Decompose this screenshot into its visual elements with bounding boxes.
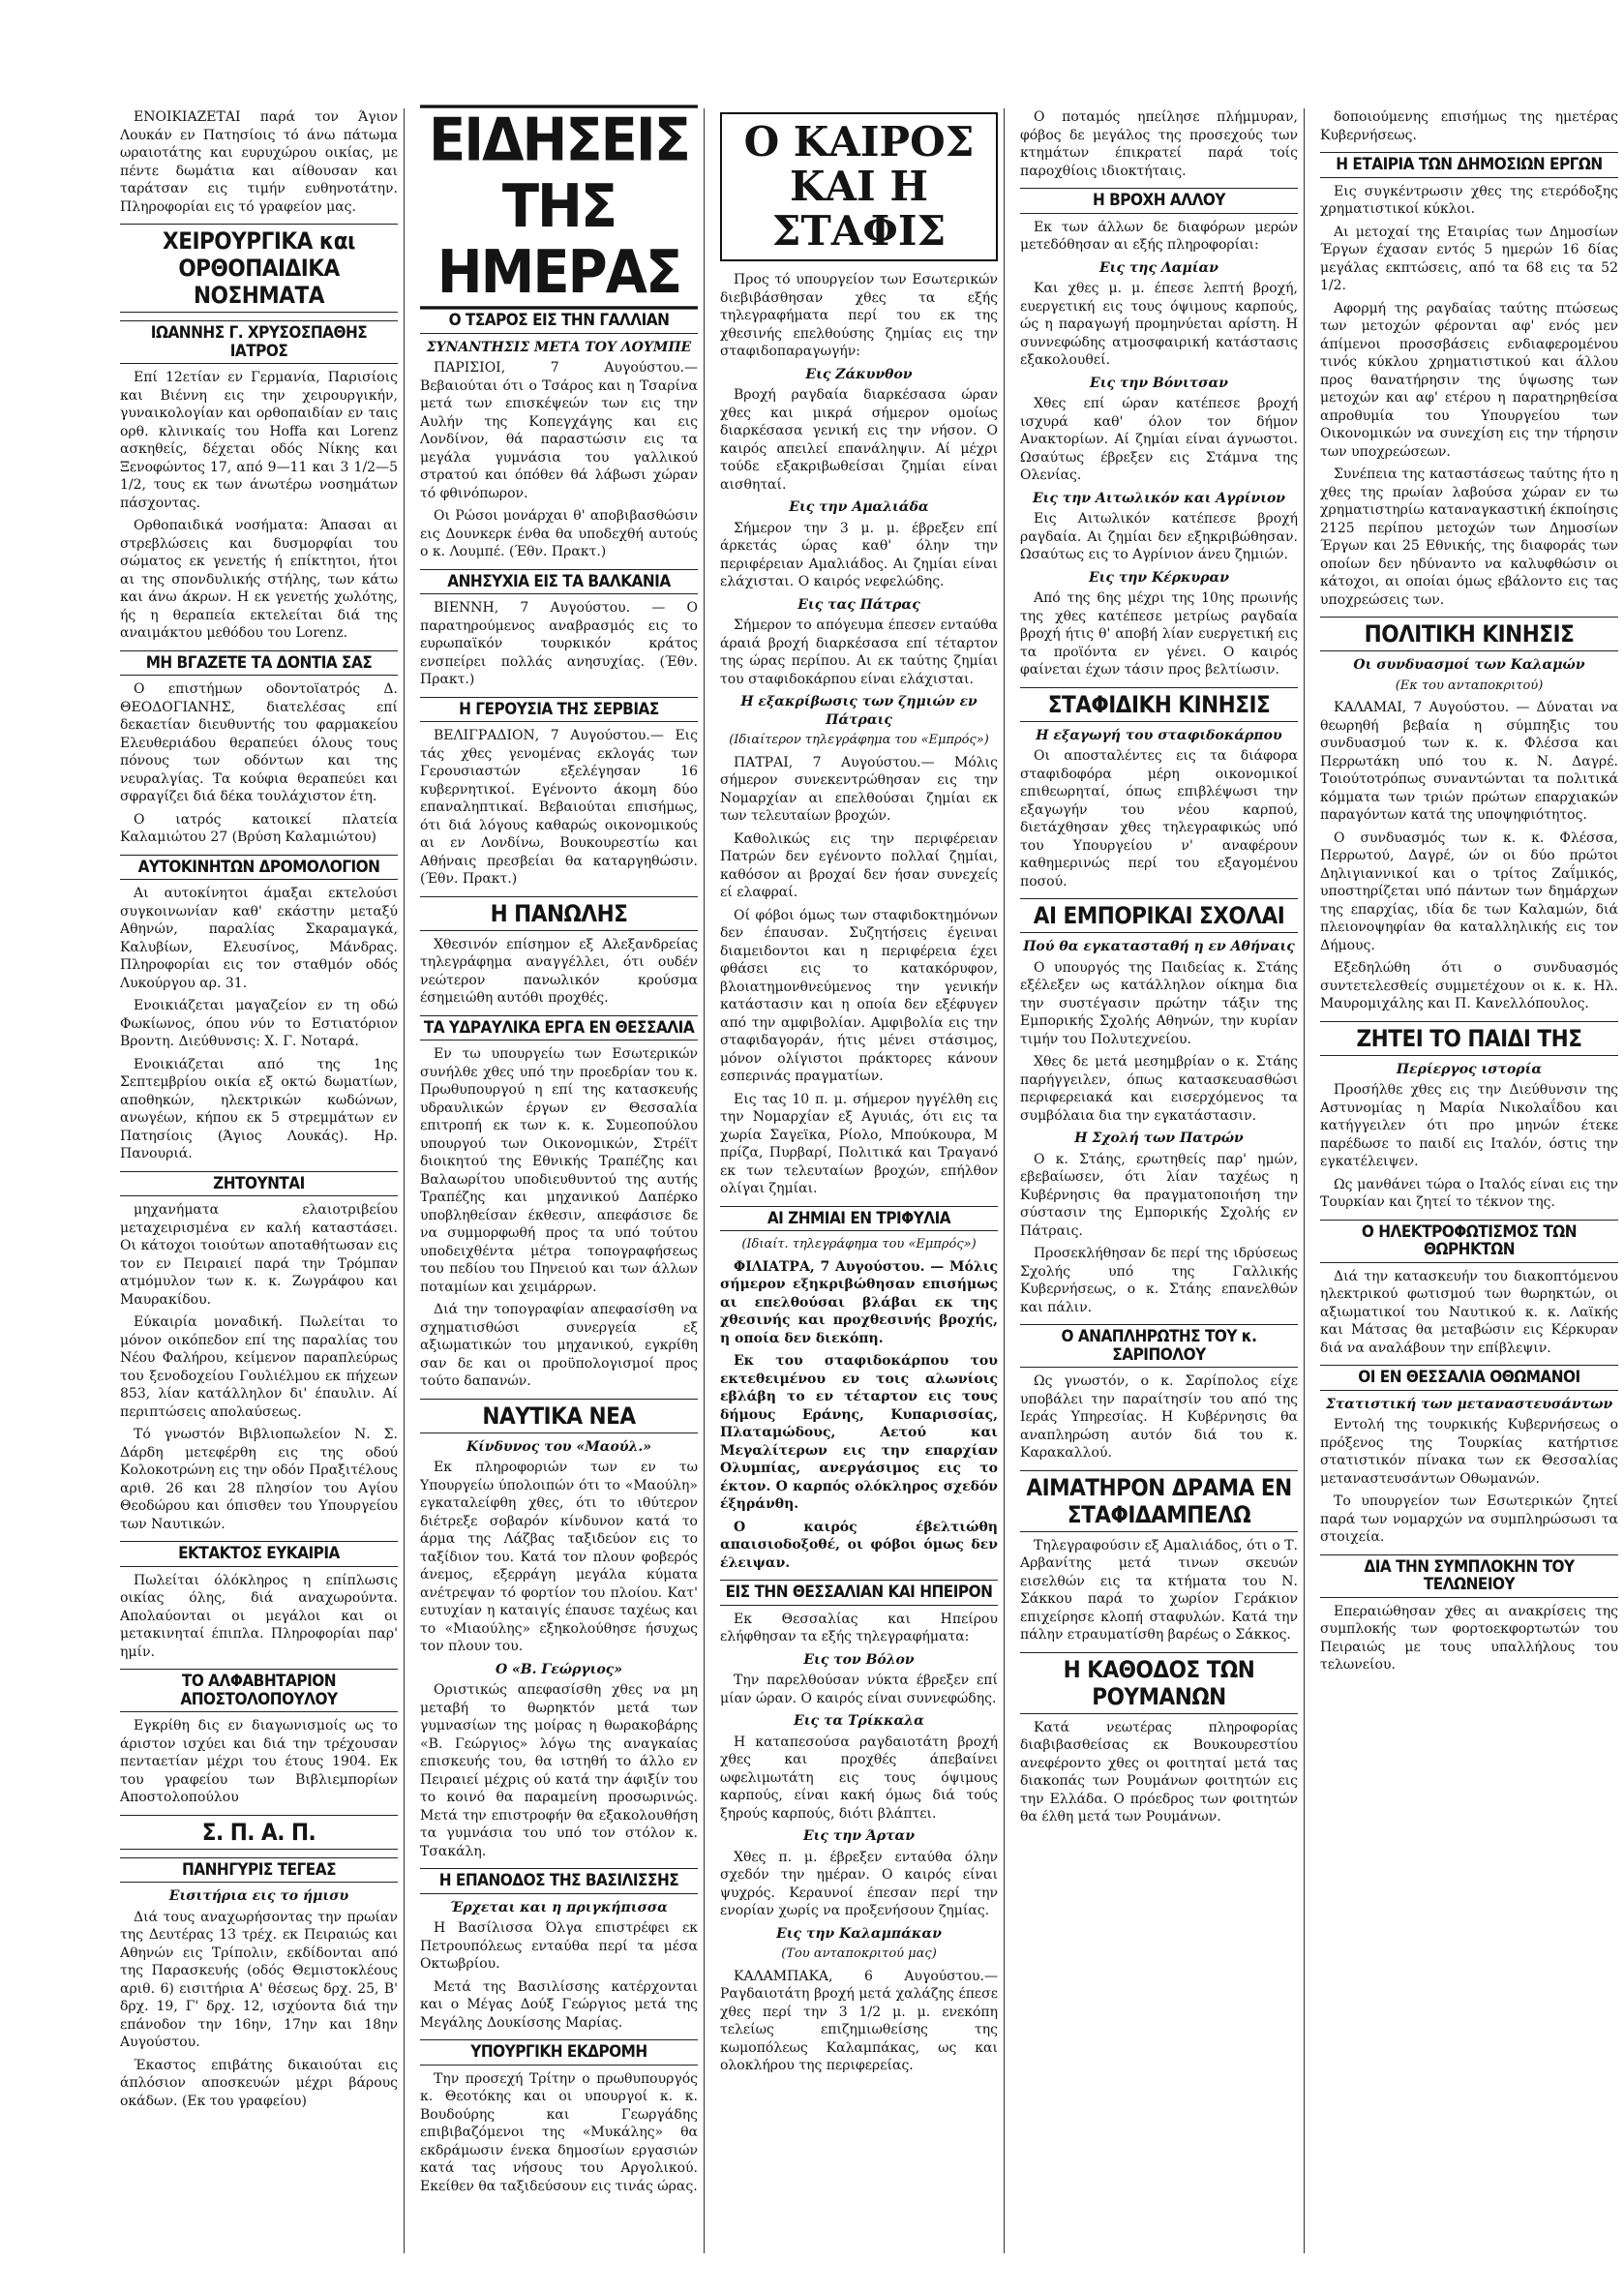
sub-patras: Εις τας Πάτρας [797, 596, 920, 613]
heading-customs: ΔΙΑ ΤΗΝ ΣΥΜΠΛΟΚΗΝ ΤΟΥ ΤΕΛΩΝΕΙΟΥ [1320, 1554, 1618, 1598]
school-text-2: Χθες δε μετά μεσημβρίαν ο κ. Στάης παρήγγειλεν, όπως κατασκευασθώσι περιφερειακά και εισερχόμενος τα συμβόλαια δια την εγκατάστασιν. [1020, 1054, 1298, 1124]
kalamai-text: ΚΑΛΑΜΑΙ, 7 Αυγούστου. — Δύναται να θεωρηθή βεβαία η σύμπηξις του συνδυασμού των κ. κ. Φλέσσα και Περρωτάκη υπό του κ. Ν. Δαγρέ. Τοιούτοτρόπως συναντώνται τα πολιτικά κόμματα των τριών πρώτων επαρχιακών παραγόντων κατά της υποψηφιότητος. [1320, 700, 1618, 823]
hydraulic-text-2: Διά την τοπογραφίαν απεφασίσθη να σχηματισθώσι συνεργεία εξ αξιωματικών του μηχανικού, εγκρίθη σαν δε και οι προϋπολογισμοί προς τούτο δαπανών. [420, 1302, 698, 1389]
weather-intro: Προς τό υπουργείον των Εσωτερικών διεβιβάσθησαν χθες τα εξής τηλεγραφήματα περί του εκ της χθεσινής επελθούσης ζημίας εις την σταφιδοπαραγωγήν: [720, 272, 998, 359]
patras-damages-2: Καθολικώς εις την περιφέρειαν Πατρών δεν εγένοντο πολλαί ζημίαι, καθόσον αι βροχαί δεν ήσαν συνεχείς εί ελαφραί. [720, 830, 998, 900]
sub-miaoulis: Κίνδυνος του «Μαούλ.» [466, 1438, 652, 1455]
zakynthos-text: Βροχή ραγδαία διαρκέσασα ώραν χθες και μικρά σήμερον ομοίως διαρκέσασα γενική εις την νήσον. Ο καιρός απειλεί επανάληψιν. Αί μέχρι τούδε εξακριβωθείσαι ζημίαι είναι αισθηταί. [720, 387, 998, 493]
bookstore-text: Τό γνωστόν Βιβλιοπωλείον Ν. Σ. Δάρδη μετεφέρθη εις της οδού Κολοκοτρώνη εις την οδόν Πραξιτέλους αριθ. 26 και 28 πλησίον του Αγίου Θεοδώρου και όπισθεν του Υπουργείου των Ναυτικών. [120, 1427, 398, 1532]
heading-extraordinary: ΕΚΤΑΚΤΟΣ ΕΥΚΑΙΡΙΑ [120, 1541, 398, 1567]
column-2 [414, 108, 705, 2253]
heading-political: ΠΟΛΙΤΙΚΗ ΚΙΝΗΣΙΣ [1320, 617, 1618, 651]
heading-replacement: Ο ΑΝΑΠΛΗΡΩΤΗΣ ΤΟΥ κ. ΣΑΡΙΠΟΛΟΥ [1020, 1324, 1298, 1368]
heading-thessaly-epirus: ΕΙΣ ΤΗΝ ΘΕΣΣΑΛΙΑΝ ΚΑΙ ΗΠΕΙΡΟΝ [720, 1580, 998, 1606]
auto-text: Αι αυτοκίνητοι άμαξαι εκτελούσι συγκοινωνίαν καθ' εκάστην μεταξύ Αθηνών, παραλίας Σκαραμαγκά, Καλυβίων, Ελευσίνος, Μάνδρας. Πληροφορίαι εις τον σταθμόν οδός Λυκούργου αρ. 31. [120, 886, 398, 991]
ministerial-text: Την προσεχή Τρίτην ο πρωθυπουργός κ. Θεοτόκης και οι υπουργοί κ. κ. Βουδούρης και Γεωργάδης επιβιβαζόμενοι της «Μυκάλης» θα εκδράμωσιν ένεκα δημοσίων εργασιών κατά τας νήσους του Αργολικού. Εκείθεν θα ταξιδεύσουν εις τινάς ώρας. [420, 2070, 698, 2194]
telegram-note-2: (Ιδιαίτ. τηλεγράφημα του «Εμπρός») [741, 1237, 977, 1252]
sub-trikala: Εις τα Τρίκκαλα [794, 1713, 924, 1729]
sub-athens-school: Πού θα εγκατασταθή η εν Αθήναις [1023, 939, 1295, 954]
patras-damages-4: Εις τας 10 π. μ. σήμερον ηγγέλθη εις την Νομαρχίαν εξ Αγυιάς, ότι εις τα χωρία Σαγεϊκα, Ρίολο, Μπούκουρα, Μ πρίζα, Πυρβαρί, Πολιτικά και Τραγανό εκ των τελευταίων βροχών, επήλθον ολίγαι ζημίαι. [720, 1091, 998, 1196]
export-text: Οι αποσταλέντες εις τα διάφορα σταφιδοφόρα μέρη οικονομικοί επιθεωρηταί, όπως επιβλέψωσι την εξαγωγήν του νέου καρπού, διετάχθησαν χθες τηλεγραφικώς υπό του Υπουργείου ν' αναφέρουν καθημερινώς περί του εξαγομένου ποσού. [1020, 748, 1298, 890]
sub-aitoliko: Εις την Αιτωλικόν και Αγρίνιον [1032, 490, 1286, 506]
river-text: Ο ποταμός ηπείλησε πλήμμυραν, φόβος δε μεγάλος της προσεχούς των κτημάτων έπικρατεί παρά τοίς παροχθίοις ιδιοκτήταις. [1020, 109, 1298, 179]
patras-school-text: Ο κ. Στάης, ερωτηθείς παρ' ημών, εβεβαίωσεν, ότι λίαν ταχέως η Κυβέρνησις θα πραγματοποιήση την σύστασιν της Εμπορικής Σχολής εν Πάτραις. [1020, 1151, 1298, 1239]
heading-tegea: ΠΑΝΗΓΥΡΙΣ ΤΕΓΕΑΣ [120, 1857, 398, 1884]
romanians-text: Κατά νεωτέρας πληροφορίας διαβιβασθείσας εκ Βουκουρεστίου ανεφέροντο χθες οι φοιτηταί μετά τας διακοπάς των Ρουμάνων φοιτητών εις την Ελλάδα. Ο πρόεδρος των φοιτητών θα έλθη μετά των Ρουμάνων. [1020, 1719, 1298, 1825]
heading-commercial-schools: ΑΙ ΕΜΠΟΡΙΚΑΙ ΣΧΟΛΑΙ [1020, 898, 1298, 933]
heading-hydraulic: ΤΑ ΥΔΡΑΥΛΙΚΑ ΕΡΓΑ ΕΝ ΘΕΣΣΑΛΙΑ [420, 1015, 698, 1041]
sub-arta: Εις την Άρταν [802, 1828, 916, 1844]
heading-ottomans: ΟΙ ΕΝ ΘΕΣΣΑΛΙΑ ΟΘΩΜΑΝΟΙ [1320, 1365, 1618, 1391]
heading-plague: Η ΠΑΝΩΛΗΣ [420, 896, 698, 931]
sub-patras-school: Η Σχολή των Πατρών [1074, 1131, 1244, 1146]
electric-text: Διά την κατασκευήν του διακοπτόμενου ηλεκτρικού φωτισμού των θωρηκτών, οι αξιωματικοί του Ναυτικού κ. κ. Λαϊκής και Μάτσας θα μεταβώσιν εις Κέρκυραν διά να αναλάβουν την επίβλεψιν. [1320, 1268, 1618, 1356]
heading-ministerial: ΥΠΟΥΡΓΙΚΗ ΕΚΔΡΟΜΗ [420, 2039, 698, 2066]
works-text-2: Αι μετοχαί της Εταιρίας των Δημοσίων Έργων έχασαν εντός 5 ημερών 16 δίας μεγάλας εκπτώσεις, από τα 68 εις τα 52 1/2. [1320, 224, 1618, 293]
volos-text: Την παρελθούσαν νύκτα έβρεξεν επί μίαν ώραν. Ο καιρός είναι συννεφώδης. [720, 1673, 998, 1706]
plague-text: Χθεσινόν επίσημον εξ Αλεξανδρείας τηλεγράφημα αναγγέλλει, ότι ουδέν νεώτερον πανωλικόν κρούσμα έσημειώθη αυτόθι προχθές. [420, 936, 698, 1006]
ad-rent: ΕΝΟΙΚΙΑΖΕΤΑΙ παρά τον Άγιον Λουκάν εν Πατησίοις τό άνω πάτωμα ωραιοτάτης και ευρυχώρου οικίας, με πέντε δωμάτια και αίθουσαν και ταράτσαν εις τιμήν ευθηνοτάτην. Πληροφορίαι εις τό γραφείον μας. [120, 109, 398, 215]
thessaly-intro: Εκ Θεσσαλίας και Ηπείρου ελήφθησαν τα εξής τηλεγραφήματα: [720, 1611, 998, 1644]
hydraulic-text: Εν τω υπουργείω των Εσωτερικών συνήλθε χθες υπό την προεδρίαν του κ. Πρωθυπουργού η επί της κατασκευής υδραυλικών έργων εν Θεσσαλία επιτροπή εκ των κ. κ. Συμεοπούλου υπουργού των Οικονομικών, Στρέϊτ διοικητού της Εθνικής Τραπέζης και Βαλαωρίτου υποδιευθυντού της αυτής Τραπέζης και μηχανικού Δαπέρκο υποβληθείσαν έκθεσιν, απεφάσισε δε να συμμορφωθή προς τα υπό τούτου υποδειχθέντα μέτρα τοπογραφήσεως του πεδίου του Πηνειού και των άλλων ποταμίων και χειμάρρων. [420, 1046, 698, 1295]
heading-alphabet: ΤΟ ΑΛΦΑΒΗΤΑΡΙΟΝ ΑΠΟΣΤΟΛΟΠΟΥΛΟΥ [120, 1669, 398, 1712]
column-4 [1014, 108, 1305, 2253]
ottomans-text: Εντολή της τουρκικής Κυβερνήσεως ο πρόξενος της Τουρκίας κατήρτισε στατιστικόν πίνακα των εκ Θεσσαλίας μεταναστευσάντων Οθωμανών. [1320, 1417, 1618, 1487]
heading-doctor: ΙΩΑΝΝΗΣ Γ. ΧΡΥΣΟΣΠΑΘΗΣ ΙΑΤΡΟΣ [120, 320, 398, 364]
luggage-text: Έκαστος επιβάτης δικαιούται εις άπλόσιον αποσκευών μέχρι βάρους οκάδων. (Εκ του γραφείου) [120, 2057, 398, 2109]
dentist-text: Ο επιστήμων οδοντοϊατρός Δ. ΘΕΟΔΟΓΙΑΝΗΣ, διατελέσας επί δεκαετίαν διευθυντής του φαρμακείου Ελευθεριάδου θεραπεύει όλους τους πόνους των οδόντων και της νευραλγίας. Τα κούφια θεραπεύει και σφραγίζει διά δέκα τουλάχιστον έτη. [120, 681, 398, 804]
works-text-4: Συνέπεια της καταστάσεως ταύτης ήτο η χθες της πρωίαν λαβούσα χώραν εν τω χρηματιστηρίω καταναγκαστική έκποίησις 2125 περίπου μετοχών των Δημοσίων Έργων και 25 Εθνικής, της διαφοράς των οποίων δεν ηδύναντο να καλυφθώσιν οι κάτοχοι, αι οποίαι όμως εβάλοντο εις τας υποχρεώσεις των. [1320, 467, 1618, 608]
sub-kalamai: Οι συνδυασμοί των Καλαμών [1353, 657, 1585, 673]
banner-title: ΕΙΔΗΣΕΙΣ ΤΗΣ ΗΜΕΡΑΣ [420, 105, 698, 309]
miaoulis-text: Εκ πληροφοριών των εν τω Υπουργείω ύπολοιπών ότι το «Μαούλη» εγκαταλείφθη χθες, ότι το ιθύτερον διέτρεξε σοβαρόν κίνδυνον κατά το άρμα της Λάζβας ταξιδεύον εις το ταξίδιον του. Κατά τον πλουν φοβερός άνεμος, εξερράγη μεγάλα κύματα ανέτρεψαν τό φορτίον του πλοίου. Κατ' ευτυχίαν η καταιγίς έπαυσε ταχέως και το «Μιαούλης» εξηκολούθησε ήσυχως τον πλουν του. [420, 1460, 698, 1654]
heading-balkans: ΑΝΗΣΥΧΙΑ ΕΙΣ ΤΑ ΒΑΛΚΑΝΙΑ [420, 569, 698, 595]
correspondent-note: (Του ανταποκριτού μας) [781, 1946, 937, 1961]
correspondent-note-2: (Εκ του ανταποκριτού) [1395, 678, 1544, 693]
heading-trifylia: ΑΙ ΖΗΜΙΑΙ ΕΝ ΤΡΙΦΥΛΙΑ [720, 1206, 998, 1232]
sub-corfu: Εις την Κέρκυραν [1088, 569, 1230, 586]
filiatra-text-3: Ο καιρός έβελτιώθη απαισιοδοξοθέ, οι φόβοι όμως δεν έλειψαν. [720, 1519, 998, 1571]
sub-damages-patras: Η εξακρίβωσις των ζημιών εν Πάτραις [740, 694, 977, 728]
wanted-text: μηχανήματα ελαιοτριβείου μεταχειρισμένα εν καλή καταστάσει. Οι κάτοχοι τοιούτων αποταθήτωσαν εις τον εν Πειραιεί παρά την Τρόμπαν ατμόμυλον των κ. κ. Ζωγράφου και Μαυρακίδου. [120, 1202, 398, 1308]
column-3 [714, 108, 1005, 2253]
works-text: Εις συγκέντρωσιν χθες της ετερόδοξης χρηματιστικοί κύκλοι. [1320, 183, 1618, 217]
shop-rent: Ενοικιάζεται μαγαζείον εν τη οδώ Φωκίωνος, όπου νύν το Εστιατόριον Βροντη. Διεύθυνσις: Χ. Γ. Νοταρά. [120, 998, 398, 1049]
heading-spap: Σ. Π. Α. Π. [120, 1815, 398, 1850]
furniture-text: Πωλείται όλόκληρος η επίπλωσις οικίας όλης, διά αναχωρούντα. Απολαύονται οι μεγάλοι και οι μετακινηταί έπιπλα. Πληροφορίαι παρ' ημίν. [120, 1572, 398, 1660]
patras-text: Σήμερον το απόγευμα έπεσεν ενταύθα άραιά βροχή διαρκέσασα επί τέταρτον της ώρας περίπου. Αι εκ ταύτης ζημίαι του σταφιδοκάρπου είναι ελάχισται. [720, 618, 998, 687]
sub-vonitsa: Εις την Βόνιτσαν [1090, 375, 1228, 391]
heading-surgical: ΧΕΙΡΟΥΡΓΙΚΑ και ΟΡΘΟΠΑΙΔΙΚΑ ΝΟΣΗΜΑΤΑ [120, 224, 398, 313]
tickets-text: Διά τους αναχωρήσοντας την πρωίαν της Δευτέρας 13 τρέχ. εκ Πειραιώς και Αθηνών εις Τρίπολιν, εκδίδονται από της Παρασκευής (οδός Θεμιστοκλέους αριθ. 6) εισιτήρια Α' θέσεως δρχ. 25, Β' δρχ. 19, Γ' δρχ. 12, ισχύοντα διά την επάνοδον την 16ην, 17ην και 18ην Αυγούστου. [120, 1909, 398, 2050]
ottomans-text-2: Το υπουργείον των Εσωτερικών ζητεί παρά των νομαρχών να συμπληρώσωσι τα στοιχεία. [1320, 1493, 1618, 1545]
sub-lamia: Εις της Λαμίαν [1099, 259, 1218, 276]
patras-damages-1: ΠΑΤΡΑΙ, 7 Αυγούστου.— Μόλις σήμερον συνεκεντρώθησαν εις την Νομαρχίαν αι επελθούσαι ζημίαι εκ των τελευταίων βροχών. [720, 754, 998, 824]
balkans-text: ΒΙΕΝΝΗ, 7 Αυγούστου. — Ο παρατηρούμενος αναβρασμός εις το ευρωπαϊκόν τουρκικόν κράτος ενσπείρει πολλάς ανησυχίας. (Έθν. Πρακτ.) [420, 600, 698, 687]
cont-text: δοποιούμενης επισήμως της ημετέρας Κυβερνήσεως. [1320, 109, 1618, 143]
trikala-text: Η καταπεσούσα ραγδαιοτάτη βροχή χθες και προχθές άπεβαίνει ωφελιμωτάτη εις τους όψιμους καρπούς, είναι κακή όμως διά τούς ξηρούς καρπούς, διότι βλάπτει. [720, 1734, 998, 1822]
child-text: Προσήλθε χθες εις την Διεύθυνσιν της Αστυνομίας η Μαρία Νικολαΐδου και κατήγγειλεν ότι προ μηνών έτεκε παρέδωσε το παιδί εις Ιταλόν, όστις την εγκατέλειψεν. [1320, 1082, 1618, 1169]
kalambaka-text: ΚΑΛΑΜΠΑΚΑ, 6 Αυγούστου.— Ραγδαιοτάτη βροχή μετά χαλάζης έπεσε χθες περί την 3 1/2 μ. μ. ενεκόπη τελείως επιζημιωθείσης της κωμοπόλεως Καλαμπάκας, ως και ολοκλήρου της περιφερείας. [720, 1968, 998, 2073]
dentist-address: Ο ιατρός κατοικεί πλατεία Καλαμιώτου 27 (Βρύση Καλαμιώτου) [120, 811, 398, 845]
sub-export: Η εξαγωγή του σταφιδοκάρπου [1036, 727, 1282, 743]
column-5 [1314, 108, 1624, 2253]
sub-princess: Έρχεται και η πριγκήπισσα [450, 1899, 668, 1915]
heading-auto-schedule: ΑΥΤΟΚΙΝΗΤΩΝ ΔΡΟΜΟΛΟΓΙΟΝ [120, 855, 398, 881]
column-1 [114, 108, 405, 2253]
georgios-text: Οριστικώς απεφασίσθη χθες να μη μεταβή το θωρηκτόν μετά των γυμνασίων της μοίρας η θωρακοβάρης «Β. Γεώργιος» λόγω της αναγκαίας επισκευής του, θα ιστηθή το άλλο εν Πειραιεί μέχρις ού κατά την άφιξίν του το κοινό θα παραμείνη προσωρινώς. Μετά την επιστροφήν θα εξακολουθήση τα γυμνάσια του υπό τον στόλον κ. Τσακάλη. [420, 1682, 698, 1859]
house-rent: Ενοικιάζεται από της 1ης Σεπτεμβρίου οικία εξ οκτώ δωματίων, αποθηκών, ηλεκτρικών κωδώνων, ανωγέων, κήπου εκ 5 στρεμμάτων εν Πατησίοις (Άγιος Λουκάς). Ηρ. Πανουριά. [120, 1056, 398, 1161]
corfu-text: Από της 6ης μέχρι της 10ης πρωινής της χθες κατέπεσε μετρίως ραγδαία βροχή ήτις θ' αποβή λίαν ευεργετική εις τα προϊόντα εν γένει. Ο καιρός φαίνεται έχων τάσιν προς βελτίωσιν. [1020, 590, 1298, 678]
drama-text: Τηλεγραφούσιν εξ Αμαλιάδος, ότι ο Τ. Αρβανίτης μετά τινων σκευών εισελθών εις τα κτήματα του Ν. Σάκκου παρά το χωρίον Γεράκιον επιχείρησε κλοπή σταφυλών. Κατά την πάλην ετραυματίσθη βαρέως ο Σάκκος. [1020, 1537, 1298, 1643]
vonitsa-text: Χθες επί ώραν κατέπεσε βροχή ισχυρά καθ' όλον τον δήμον Ανακτορίων. Αί ζημίαι είναι άγνωστοι. Ωσαύτως έβρεξεν εις Στάμνα της Ολενίας. [1020, 396, 1298, 483]
works-text-3: Αφορμή της ραγδαίας ταύτης πτώσεως των μετοχών φέρονται αφ' ενός μεν άπίμενοι προσσβάσεις ενδιαφερομένου τινός κύκλου χρηματιστικού και άλλου προς θανατήρησιν της ύψωσης των μετοχών και αφ' ετέρου η παρατηρηθείσα απροθυμία του Υπουργείου των Οικονομικών να συνεχίση εις την τήρησιν των υποχρεώσεων. [1320, 300, 1618, 460]
replacement-text: Ως γνωστόν, ο κ. Σαρίπολος είχε υποβάλει την παραίτησίν του από της Ιεράς Υπηρεσίας. Η Κυβέρνησις θα αναπληρώση αυτόν διά του κ. Καρακαλλού. [1020, 1373, 1298, 1461]
filiatra-text-2: Εκ του σταφιδοκάρπου του εκτεθειμένου εν τοις αλωνίοις εβλάβη το εν τέταρτον εις τους δήμους Εράνης, Κυπαρισσίας, Πλαταμώδους, Αετού και Μεγαλίτερων εις την επαρχίαν Ολυμπίας, ανεργάσιμος εις το έκτον. Ο καρπός ολόκληρος σχεδόν έξηράνθη. [720, 1353, 998, 1512]
kalamai-text-2: Ο συνδυασμός των κ. κ. Φλέσσα, Περρωτού, Δαγρέ, ών οι δύο πρώτοι Δηλιγιαννικοί και ο τρίτος Ζαΐμικός, υποστηρίζεται υπό πάντων των δημάρχων της επαρχίας, ιδία δε των Καλαμών, διά πλειονοψηφίαν θα καταλληλικής εις τον Δήμους. [1320, 829, 1618, 953]
tsar-text: ΠΑΡΙΣΙΟΙ, 7 Αυγούστου.— Βεβαιούται ότι ο Τσάρος και η Τσαρίνα μετά των επισκέψεών των εις την Αυλήν της Κοπεγχάγης και εις Λονδίνον, θά παραστώσιν εις τα μεγάλα γυμνάσια του γαλλικού στρατού και όπόθεν θά λάβωσι χώραν τό φθινόπωρον. [420, 360, 698, 501]
heading-teeth: ΜΗ ΒΓΑΖΕΤΕ ΤΑ ΔΟΝΤΙΑ ΣΑΣ [120, 650, 398, 677]
heading-bloody-drama: ΑΙΜΑΤΗΡΟΝ ΔΡΑΜΑ ΕΝ ΣΤΑΦΙΔΑΜΠΕΛΩ [1020, 1470, 1298, 1532]
heading-wanted: ΖΗΤΟΥΝΤΑΙ [120, 1171, 398, 1197]
queen-text-2: Μετά της Βασιλίσσης κατέρχονται και ο Μέγας Δούξ Γεώργιος μετά της Μεγάλης Δουκίσσης Μαρίας. [420, 1978, 698, 2031]
orthopedic-text: Ορθοπαιδικά νοσήματα: Άπασαι αι στρεβλώσεις και δυσμορφίαι του σώματος εκ γενετής ή επίκτητοι, ήτοι αι της σπονδυλικής στήλης, των κάτω και άνω άκρων. Η εκ γενετής χωλότης, ής η θεραπεία εκτελείται διά της αναιμάκτου μεθόδου του Lorenz. [120, 518, 398, 641]
customs-text: Επεραιώθησαν χθες αι ανακρίσεις της συμπλοκής των φορτοεκφορτωτών του Πειραιώς με τους υπαλλήλους του τελωνείου. [1320, 1603, 1618, 1673]
school-text: Ο υπουργός της Παιδείας κ. Στάης εξέλεξεν ως κατάλληλον οίκημα δια την συστέγασιν πρώτην τάξιν της Εμπορικής Σχολής Αθηνών, την κυρίαν τιμήν του Πολυτεχνείου. [1020, 959, 1298, 1047]
arta-text: Χθες π. μ. έβρεξεν ενταύθα όλην σχεδόν την ημέραν. Ο καιρός είναι ψυχρός. Κεραυνοί έπεσαν περί την ενορίαν χωρίς να προξενήσουν ζημίας. [720, 1849, 998, 1918]
lamia-text: Και χθες μ. μ. έπεσε λεπτή βροχή, ευεργετική εις τους όψιμους καρπούς, ώς η παραγωγή προμηνύεται αρίστη. Η συννεφώδης ατμοσφαιρική κατάστασις εξακολουθεί. [1020, 281, 1298, 368]
amaliada-text: Σήμερον την 3 μ. μ. έβρεξεν επί άρκετάς ώρας καθ' όλην την περιφέρειαν Αμαλιάδος. Αι ζημίαι είναι ελάχισται. Ο καιρός νεφελώδης. [720, 520, 998, 589]
heading-serbia: Η ΓΕΡΟΥΣΙΑ ΤΗΣ ΣΕΡΒΙΑΣ [420, 697, 698, 723]
sub-story: Περίεργος ιστορία [1396, 1061, 1543, 1077]
tsar-text-2: Οι Ρώσοι μονάρχαι θ' αποβιβασθώσιν εις Δουνκερκ ένθα θα υποδεχθή αυτούς ο κ. Λουμπέ. (Έθν. Πρακτ.) [420, 508, 698, 559]
heading-naval: ΝΑΥΤΙΚΑ ΝΕΑ [420, 1399, 698, 1433]
child-text-2: Ως μανθάνει τώρα ο Ιταλός είναι εις την Τουρκίαν και ζητεί το τέκνον της. [1320, 1176, 1618, 1210]
columns [114, 106, 1618, 2253]
aitoliko-text: Εις Αιτωλικόν κατέπεσε βροχή ραγδαία. Αι ζημίαι δεν εξηκριβώθησαν. Ωσαύτως εις το Αγρίνιον άνευ ζημιών. [1020, 511, 1298, 562]
sub-statistics: Στατιστική των μεταναστευσάντων [1325, 1396, 1613, 1412]
heading-queen: Η ΕΠΑΝΟΔΟΣ ΤΗΣ ΒΑΣΙΛΙΣΣΗΣ [420, 1868, 698, 1894]
serbia-text: ΒΕΛΙΓΡΑΔΙΟΝ, 7 Αυγούστου.— Εις τάς χθες γενομένας εκλογάς των Γερουσιαστών εξελέγησαν 16 κυβερνητικοί. Εγένοντο άκομη δύο επαναληπτικαί. Βεβαιούται επισήμως, ότι διά λόγους καθαρώς οικονομικούς αι εν Λονδίνω, Βουκουρεστίω και Αθήναις πρεσβείαι θα καταργηθώσιν. (Έθν. Πρακτ.) [420, 728, 698, 887]
sub-georgios: Ο «Β. Γεώργιος» [495, 1661, 623, 1677]
heading-weather-raisin: Ο ΚΑΙΡΟΣ ΚΑΙ Η ΣΤΑΦΙΣ [720, 112, 998, 261]
heading-romanians: Η ΚΑΘΟΔΟΣ ΤΩΝ ΡΟΥΜΑΝΩΝ [1020, 1652, 1298, 1714]
kalamai-text-3: Εξεδηλώθη ότι ο συνδυασμός συντετελεσθείς συμμετέχουν οι κ. κ. Ηλ. Μαυρομιχάλης και Π. Κανελλόπουλος. [1320, 960, 1618, 1011]
heading-child: ΖΗΤΕΙ ΤΟ ΠΑΙΔΙ ΤΗΣ [1320, 1021, 1618, 1056]
rain-intro: Εκ των άλλων δε διαφόρων μερών μετεδόθησαν αι εξής πληροφορίαι: [1020, 219, 1298, 253]
doctor-text: Επί 12ετίαν εν Γερμανία, Παρισίοις και Βιέννη εις την χειρουργικήν, γυναικολογίαν και ορθοπαιδίαν εν ταις ορθ. κλινικαίς του Hoffa και Lorenz ασκηθείς, δέχεται οδός Νίκης και Ξενοφώντος 17, από 9—11 και 3 1/2—5 1/2, τους εκ των άνωτέρω νοσημάτων πάσχοντας. [120, 370, 398, 511]
heading-rain-elsewhere: Η ΒΡΟΧΗ ΑΛΛΟΥ [1020, 188, 1298, 214]
heading-tsar: Ο ΤΣΑΡΟΣ ΕΙΣ ΤΗΝ ΓΑΛΛΙΑΝ [420, 308, 698, 334]
tickets-sub: Εισιτήρια εις το ήμισυ [168, 1888, 349, 1904]
patras-damages-3: Οί φόβοι όμως των σταφιδοκτημόνων δεν έπαυσαν. Συζητήσεις έγειναι διαμειδοντοι και η περιφέρεια έχει φθάσει εις το κατακόρυφον, βλοιατημονθνεύμενος την γενικήν κατάστασιν και η οποία δεν εξέφυγεν από την αμφιβολίαν. Αμφιβολία εις την σταφιδαγοράν, ήτις μένει στάσιμος, μόνον ολίγιστοι πράκτορες κάνουν εσπερινάς πραγματίων. [720, 907, 998, 1084]
heading-raisin-movement: ΣΤΑΦΙΔΙΚΗ ΚΙΝΗΣΙΣ [1020, 687, 1298, 722]
heading-public-works: Η ΕΤΑΙΡΙΑ ΤΩΝ ΔΗΜΟΣΙΩΝ ΕΡΓΩΝ [1320, 152, 1618, 178]
queen-text: Η Βασίλισσα Όλγα επιστρέφει εκ Πετρουπόλεως ενταύθα περί τα μέσα Οκτωβρίου. [420, 1920, 698, 1972]
telegram-note: (Ιδιαίτερον τηλεγράφημα του «Εμπρός») [729, 733, 989, 747]
alphabet-text: Εγκρίθη δις εν διαγωνισμοίς ως το άριστον ισχύει και διά την τρέχουσαν πενταετίαν μέχρι του έτους 1904. Εκ του γραφείου των Βιβλιεμπορίων Αποστολοπούλου [120, 1718, 398, 1805]
sub-kalambaka: Εις την Καλαμπάκαν [776, 1925, 942, 1942]
sub-loubet: ΣΥΝΑΝΤΗΣΙΣ ΜΕΤΑ ΤΟΥ ΛΟΥΜΠΕ [426, 339, 692, 355]
patras-school-text-2: Προσεκλήθησαν δε περί της ιδρύσεως Σχολής υπό της Γαλλικής Κυβερνήσεως, ο κ. Στάης επανελθών και πάλιν. [1020, 1246, 1298, 1315]
heading-electric: Ο ΗΛΕΚΤΡΟΦΩΤΙΣΜΟΣ ΤΩΝ ΘΩΡΗΚΤΩΝ [1320, 1220, 1618, 1263]
sub-zakynthos: Εις Ζάκυνθον [805, 366, 913, 382]
sub-volos: Εις τον Βόλον [803, 1651, 915, 1668]
filiatra-text: ΦΙΛΙΑΤΡΑ, 7 Αυγούστου. — Μόλις σήμερον εξηκριβώθησαν επισήμως αι επελθούσαι βλάβαι εκ της χθεσινής και προχθεσινής βροχής, η οποία δεν διεκόπη. [720, 1258, 998, 1346]
opportunity-text: Εύκαιρία μοναδική. Πωλείται το μόνον οικόπεδον επί της παραλίας του Νέου Φαλήρου, κείμενον παραπλεύρως του ξενοδοχείου Γουλιέλμου εκ πήχεων 853, λίαν κατάλληλον δι' έπαυλιν. Αί περιπτώσεις απολαύσεως. [120, 1314, 398, 1420]
sub-amaliada: Εις την Αμαλιάδα [789, 499, 929, 515]
